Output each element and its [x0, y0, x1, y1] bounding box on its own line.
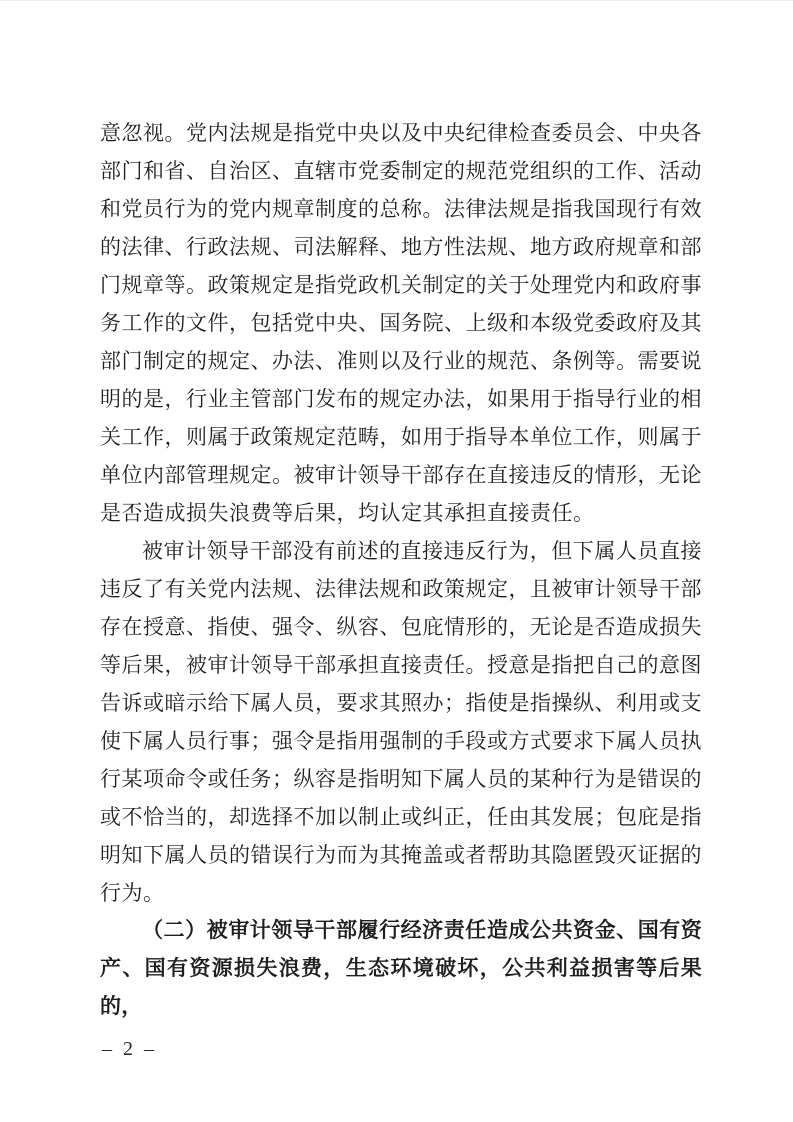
page-number: – 2 – [102, 1038, 157, 1060]
paragraph-regulations-definition: 意忽视。党内法规是指党中央以及中央纪律检查委员会、中央各部门和省、自治区、直辖市党委制定的规范党组织的工作、活动和党员行为的党内规章制度的总称。法律法规是指我国现行有效的法律、行政法规、司法解释、地方性法规、地方政府规章和部门规章等。政策规定是指党政机关制定的关于处理党内和政府事务工作的文件，包括党中央、国务院、上级和本级党委政府及其部门制定的规定、办法、准则以及行业的规范、条例等。需要说明的是，行业主管部门发布的规定办法，如果用于指导行业的相关工作，则属于政策规定范畴，如用于指导本单位工作，则属于单位内部管理规定。被审计领导干部存在直接违反的情形，无论是否造成损失浪费等后果，均认定其承担直接责任。 [100, 121, 702, 525]
paragraph-item-two-heading: （二）被审计领导干部履行经济责任造成公共资金、国有资产、国有资源损失浪费，生态环境破坏，公共利益损害等后果的， [100, 919, 702, 1018]
document-body [100, 114, 702, 1026]
paragraph-direct-responsibility: 被审计领导干部没有前述的直接违反行为，但下属人员直接违反了有关党内法规、法律法规和政策规定，且被审计领导干部存在授意、指使、强令、纵容、包庇情形的，无论是否造成损失等后果，被审计领导干部承担直接责任。授意是指把自己的意图告诉或暗示给下属人员，要求其照办；指使是指操纵、利用或支使下属人员行事；强令是指用强制的手段或方式要求下属人员执行某项命令或任务；纵容是指明知下属人员的某种行为是错误的或不恰当的，却选择不加以制止或纠正，任由其发展；包庇是指明知下属人员的错误行为而为其掩盖或者帮助其隐匿毁灭证据的行为。 [100, 539, 702, 905]
